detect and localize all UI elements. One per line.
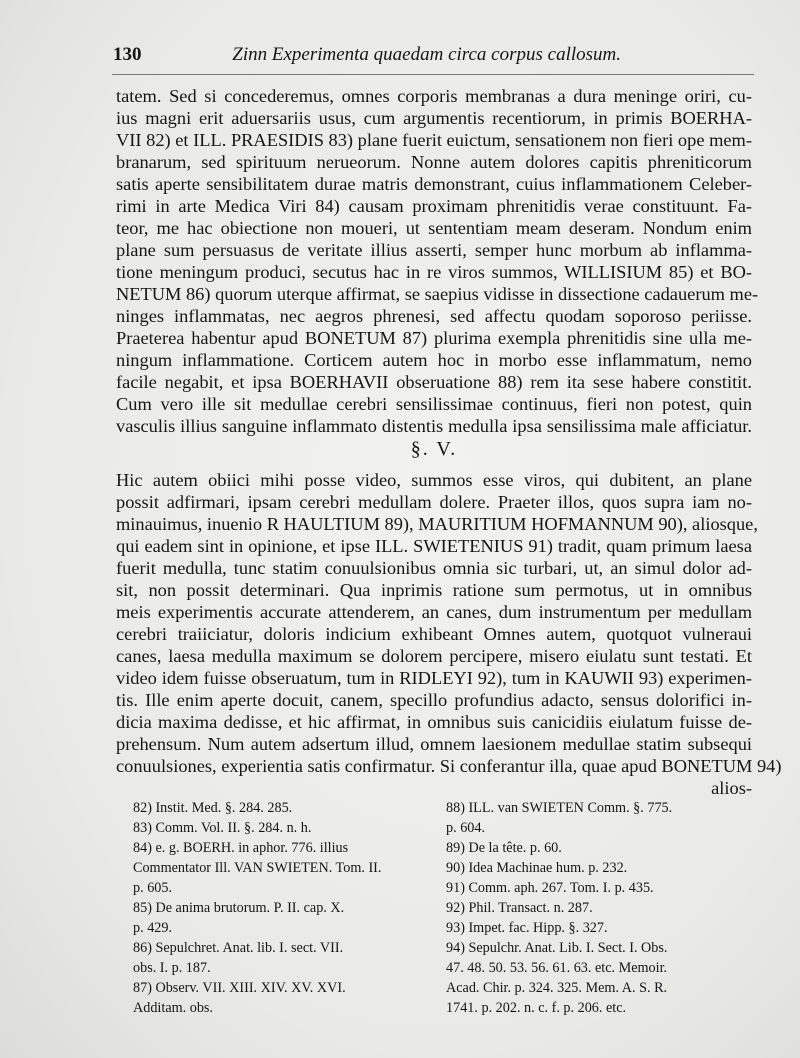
text-line: video idem fuisse obseruatum, tum in RIDLEYI 92), tum in KAUWII 93) experimen-	[116, 668, 752, 688]
footnote-line: obs. I. p. 187.	[133, 960, 211, 976]
text-line: facile negabit, et ipsa BOERHAVII obseruatione 88) rem ita sese habere constitit.	[116, 372, 752, 392]
page-number: 130	[113, 44, 142, 65]
footnote-line: 94) Sepulchr. Anat. Lib. I. Sect. I. Obs.	[446, 940, 668, 956]
text-line: branarum, sed spirituum nerueorum. Nonne autem dolores capitis phreniticorum	[116, 152, 752, 172]
text-line: sit, non possit determinari. Qua inprimis ratione sum permotus, ut in omnibus	[116, 580, 752, 600]
catchword: alios-	[711, 778, 752, 798]
footnote-line: Acad. Chir. p. 324. 325. Mem. A. S. R.	[446, 980, 668, 996]
text-line: Cum vero ille sit medullae cerebri sensilissimae continuus, fieri non potest, quin	[116, 394, 752, 414]
footnote-line: 86) Sepulchret. Anat. lib. I. sect. VII.	[133, 940, 344, 956]
footnote-line: 82) Instit. Med. §. 284. 285.	[133, 800, 293, 816]
running-title: Zinn Experimenta quaedam circa corpus callosum.	[232, 44, 621, 65]
text-line: rimi in arte Medica Viri 84) causam proximam phrenitidis verae constituunt. Fa-	[116, 196, 752, 216]
text-line: ius magni erit aduersariis usus, cum argumentis recentiorum, in primis BOERHA-	[116, 108, 752, 128]
section-heading: §. V.	[410, 438, 458, 460]
footnote-line: 87) Observ. VII. XIII. XIV. XV. XVI.	[133, 980, 346, 996]
footnote-line: 84) e. g. BOERH. in aphor. 776. illius	[133, 840, 349, 856]
text-line: cerebri traiiciatur, doloris indicium exhibeant Omnes autem, quotquot vulneraui	[116, 624, 752, 644]
text-line: tis. Ille enim aperte docuit, canem, specillo profundius adacto, sensus dolorifici in-	[116, 690, 752, 710]
text-line: conuulsiones, experientia satis confirmatur. Si conferantur illa, quae apud BONETUM 94)	[116, 756, 782, 776]
footnote-line: 1741. p. 202. n. c. f. p. 206. etc.	[446, 1000, 627, 1016]
text-line: fuerit medulla, tunc statim conuulsionibus omnia sic turbari, ut, an simul dolor ad-	[116, 558, 752, 578]
footnote-line: 83) Comm. Vol. II. §. 284. n. h.	[133, 820, 312, 836]
running-header	[113, 44, 753, 66]
text-line: vasculis illius sanguine inflammato distentis medulla ipsa sensilissima male afficiatur.	[116, 416, 752, 436]
footnote-line: 85) De anima brutorum. P. II. cap. X.	[133, 900, 345, 916]
text-line: meis experimentis accurate attenderem, an canes, dum instrumentum per medullam	[116, 602, 752, 622]
text-line: teor, me hac obiectione non moueri, ut sententiam meam deseram. Nondum enim	[116, 218, 752, 238]
footnote-line: p. 604.	[446, 820, 486, 836]
text-line: tione meningum produci, secutus hac in re viros summos, WILLISIUM 85) et BO-	[116, 262, 752, 282]
footnote-line: Commentator Ill. VAN SWIETEN. Tom. II.	[133, 860, 382, 876]
text-line: ningum inflammatione. Corticem autem hoc in morbo esse inflammatum, nemo	[116, 350, 752, 370]
text-line: tatem. Sed si concederemus, omnes corporis membranas a dura meninge oriri, cu-	[116, 86, 752, 106]
text-line: minauimus, inuenio R HAULTIUM 89), MAURITIUM HOFMANNUM 90), aliosque,	[116, 514, 758, 534]
footnote-line: 92) Phil. Transact. n. 287.	[446, 900, 593, 916]
footnote-line: p. 605.	[133, 880, 173, 896]
text-line: ninges inflammatas, nec aegros phrenesi, sed affectu quodam soporoso periisse.	[116, 306, 752, 326]
text-line: canes, laesa medulla maximum se dolorem percipere, misero eiulatu sunt testati. Et	[116, 646, 752, 666]
text-line: dicia maxima dedisse, et hic affirmat, in omnibus suis canicidiis eiulatum fuisse de-	[116, 712, 752, 732]
text-line: satis aperte sensibilitatem durae matris demonstrant, cuius inflammationem Celeber-	[116, 174, 752, 194]
text-line: qui eadem sint in opinione, et ipse ILL. SWIETENIUS 91) tradit, quam primum laesa	[116, 536, 752, 556]
text-line: prehensum. Num autem adsertum illud, omnem laesionem medullae statim subsequi	[116, 734, 752, 754]
text-line: NETUM 86) quorum uterque affirmat, se saepius vidisse in dissectione cadauerum me-	[116, 284, 759, 304]
footnote-line: 90) Idea Machinae hum. p. 232.	[446, 860, 628, 876]
footnote-line: p. 429.	[133, 920, 173, 936]
text-line: plane sum persuasus de veritate illius asserti, semper hunc morbum ab inflamma-	[116, 240, 752, 260]
footnote-line: 88) ILL. van SWIETEN Comm. §. 775.	[446, 800, 673, 816]
header-rule	[112, 74, 754, 75]
text-line: Praeterea habentur apud BONETUM 87) plurima exempla phrenitidis sine ulla me-	[116, 328, 752, 348]
footnote-line: 47. 48. 50. 53. 56. 61. 63. etc. Memoir.	[446, 960, 668, 976]
text-line: possit adfirmari, ipsam cerebri medullam dolere. Praeter illos, quos supra iam no-	[116, 492, 752, 512]
footnote-line: 89) De la tête. p. 60.	[446, 840, 562, 856]
footnote-line: Additam. obs.	[133, 1000, 213, 1016]
text-line: VII 82) et ILL. PRAESIDIS 83) plane fuerit euictum, sensationem non fieri ope mem-	[116, 130, 752, 150]
text-line: Hic autem obiici mihi posse video, summos esse viros, qui dubitent, an plane	[116, 470, 752, 490]
footnote-line: 91) Comm. aph. 267. Tom. I. p. 435.	[446, 880, 654, 896]
footnote-line: 93) Impet. fac. Hipp. §. 327.	[446, 920, 608, 936]
